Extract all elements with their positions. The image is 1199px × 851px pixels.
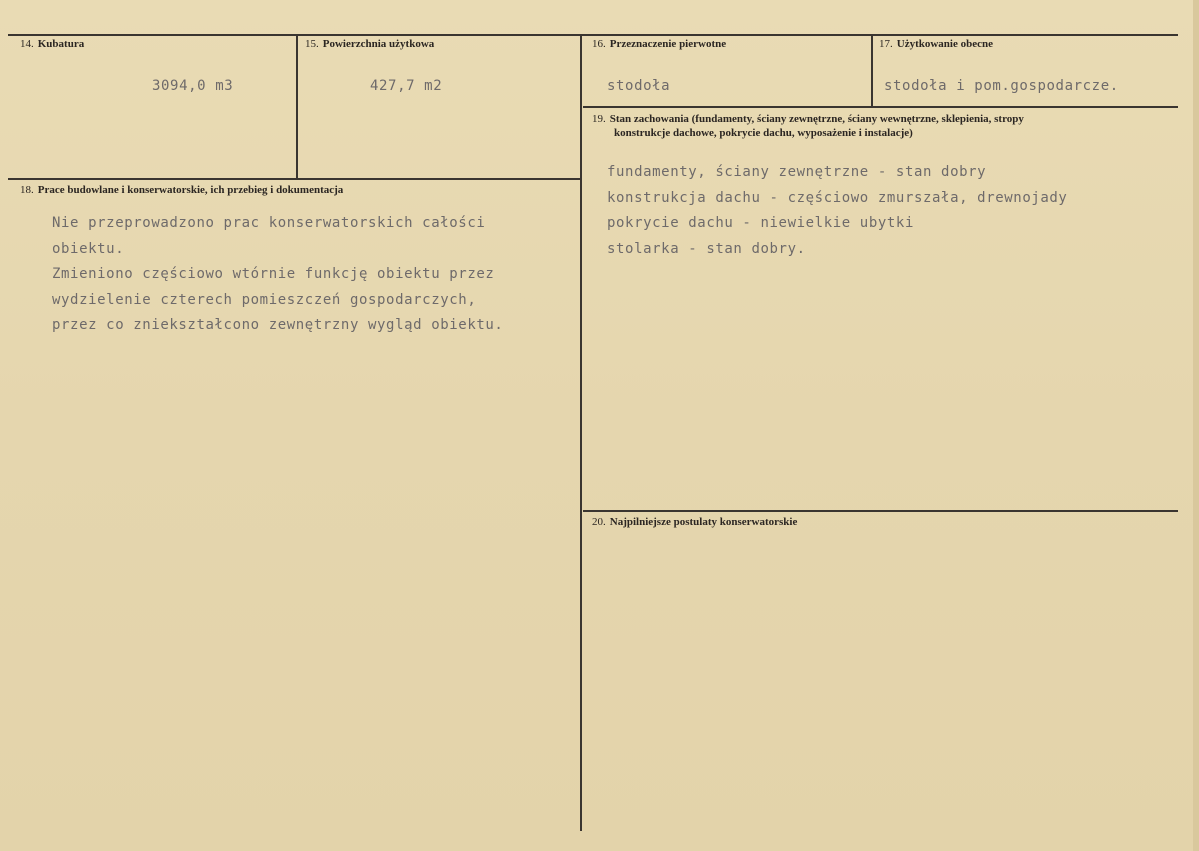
field-17-value: stodoła i pom.gospodarcze. — [884, 78, 1119, 94]
field-15-value: 427,7 m2 — [370, 78, 443, 94]
field-20-top-rule — [583, 510, 1178, 512]
field-18-label — [20, 184, 343, 196]
field-19-title-line1: Stan zachowania (fundamenty, ściany zewnętrzne, ściany wewnętrzne, sklepienia, stropy — [609, 113, 1024, 125]
field-14-value: 3094,0 m3 — [152, 78, 234, 94]
divider-16-17 — [871, 35, 873, 107]
field-14-label — [20, 38, 84, 50]
field-18-line: wydzielenie czterech pomieszczeń gospodarczych, — [52, 291, 477, 308]
main-divider — [580, 35, 582, 831]
field-18-text — [52, 211, 503, 339]
field-17-title: Użytkowanie obecne — [896, 38, 993, 50]
field-16-value: stodoła — [607, 78, 671, 94]
field-16-title: Przeznaczenie pierwotne — [609, 38, 727, 50]
field-18-title: Prace budowlane i konserwatorskie, ich przebieg i dokumentacja — [37, 184, 344, 196]
field-18-top-rule — [8, 178, 581, 180]
field-16-label — [592, 38, 726, 50]
field-18-line: Nie przeprowadzono prac konserwatorskich całości — [52, 215, 486, 231]
field-18-line: obiektu. — [52, 240, 125, 257]
field-17-label — [879, 38, 993, 50]
field-15-label — [305, 38, 434, 50]
field-19-line: konstrukcja dachu - częściowo zmurszała, drewnojady — [607, 189, 1068, 206]
field-20-title: Najpilniejsze postulaty konserwatorskie — [609, 516, 798, 528]
divider-14-15 — [296, 35, 298, 179]
field-15-number: 15. — [305, 38, 319, 50]
field-19-text — [607, 160, 1067, 262]
field-18-line: przez co zniekształcono zewnętrzny wygląd obiektu. — [52, 317, 504, 333]
field-14-number: 14. — [20, 38, 34, 50]
field-16-number: 16. — [592, 38, 606, 50]
field-19-line: stolarka - stan dobry. — [607, 240, 806, 257]
field-18-number: 18. — [20, 184, 34, 196]
field-19-label — [592, 113, 1024, 125]
field-19-line: fundamenty, ściany zewnętrzne - stan dobry — [607, 164, 987, 180]
field-19-top-rule — [583, 106, 1178, 108]
top-rule — [8, 34, 1178, 36]
field-20-number: 20. — [592, 516, 606, 528]
field-18-line: Zmieniono częściowo wtórnie funkcję obiektu przez — [52, 266, 495, 282]
field-14-title: Kubatura — [37, 38, 85, 50]
field-19-title-line2: konstrukcje dachowe, pokrycie dachu, wyposażenie i instalacje) — [614, 127, 913, 139]
field-15-title: Powierzchnia użytkowa — [322, 38, 435, 50]
field-20-label — [592, 516, 797, 528]
field-19-line: pokrycie dachu - niewielkie ubytki — [607, 215, 914, 231]
field-17-number: 17. — [879, 38, 893, 50]
field-19-label-continued — [614, 127, 913, 139]
field-19-number: 19. — [592, 113, 606, 125]
